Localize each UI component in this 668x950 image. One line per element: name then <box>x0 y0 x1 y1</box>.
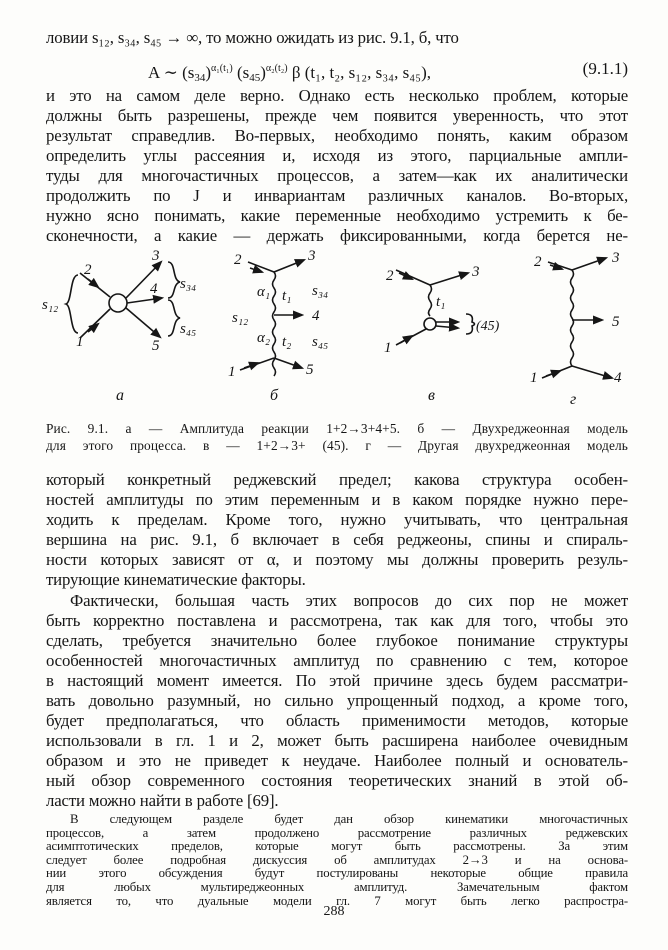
text-line: определить углы рассеяния и, исходя из этого, парциальные ампли- <box>46 146 628 165</box>
text-line: В следующем разделе будет дан обзор кинематики многочастичных <box>70 812 628 826</box>
text-line: является то, что дуальные модели гл. 7 могут быть легко распростра- <box>46 893 628 908</box>
diagram-a-blob <box>109 294 127 312</box>
text-line: использовали в гл. 1 и 2, может быть расширена наиболее очевидным <box>46 731 628 750</box>
diagram-b-label-t2: t₂ <box>282 334 292 350</box>
diagram-c-label-1: 1 <box>384 340 392 356</box>
diagram-d-reggeon-line <box>571 270 574 366</box>
diagram-a-label-4: 4 <box>150 281 158 297</box>
diagram-b-caption-letter: б <box>270 387 279 404</box>
diagram-b-label-s12: s₁₂ <box>232 310 249 326</box>
diagram-b-label-1: 1 <box>228 364 236 380</box>
text-line: особенностей многочастичных амплитуд по сравнению с тем, которое <box>46 651 628 670</box>
diagram-b-label-s45: s₄₅ <box>312 334 329 350</box>
diagram-a-leg-4 <box>127 298 162 303</box>
diagram-b-reggeon-line <box>273 272 276 376</box>
diagram-a-brace-s12 <box>66 275 78 333</box>
text-line: образом и это не приведет к неудаче. Наиболее полный и основатель- <box>46 751 628 770</box>
diagram-b-label-alpha2: α₂ <box>257 330 271 346</box>
text-line: нии этого обсуждения будут постулированы некоторые общие правила <box>46 866 628 881</box>
diagram-b <box>240 260 304 376</box>
eq-rparen-2: ) <box>260 63 266 82</box>
text-line: продолжить по J и инвариантам различных каналов. Во-вторых, <box>46 186 628 205</box>
equation-number: (9.1.1) <box>582 59 628 78</box>
text-line: следует более подробная дискуссия об амплитудах 2→3 и на основа- <box>46 852 628 867</box>
text-line: Фактически, большая часть этих вопросов до сих пор не может <box>70 591 628 610</box>
diagram-a-label-3: 3 <box>152 248 160 264</box>
text-line: в настоящий момент имеется. По этой причине здесь будем рассматри- <box>46 671 628 690</box>
text-line: вать довольно разумный, но сильно упрощенный подход, а кроме того, <box>46 691 628 710</box>
diagram-c-reggeon-line <box>429 285 432 316</box>
diagram-d <box>542 258 612 378</box>
eq-sub-45: 45 <box>249 72 261 84</box>
diagram-a-label-5: 5 <box>152 338 160 354</box>
eq-rest: β (t₁, t₂, s₁₂, s₃₄, s₄₅), <box>287 63 431 82</box>
diagram-d-label-2: 2 <box>534 254 542 270</box>
diagram-b-label-s34: s₃₄ <box>312 283 329 299</box>
diagram-c-brace <box>466 314 475 334</box>
diagram-d-label-1: 1 <box>530 370 538 386</box>
eq-rparen-1: ) <box>205 63 212 82</box>
eq-sub-34: 34 <box>194 72 206 84</box>
diagram-a-label-2: 2 <box>84 262 92 278</box>
diagram-a-label-1: 1 <box>76 334 84 350</box>
diagram-b-label-alpha1: α₁ <box>257 284 271 300</box>
text-line: ласти можно найти в работе [69]. <box>46 791 279 810</box>
text-line: ностей амплитуды по этим переменным и в каком порядке нужно пере- <box>46 490 628 509</box>
diagram-a-label-s34: s₃₄ <box>180 276 197 292</box>
text-line: ходить к пределам. Кроме того, нужно учитывать, что центральная <box>46 510 628 529</box>
figure-9-1 <box>0 240 668 420</box>
text-line: будет предполагаться, что область применимости методов, которые <box>46 711 628 730</box>
eq-mid: (s <box>232 63 250 82</box>
text-line: тирующие кинематические факторы. <box>46 570 306 589</box>
text-line: ный обзор современного состояния теоретических знаний в этой об- <box>46 771 628 790</box>
text-line: асимптотических пределов, которые могут быть рассмотрены. За этим <box>46 839 628 854</box>
diagram-d-label-4: 4 <box>614 370 622 386</box>
diagram-c-label-3: 3 <box>472 264 480 280</box>
diagram-b-label-2: 2 <box>234 252 242 268</box>
diagram-b-label-4: 4 <box>312 308 320 324</box>
text-line: и это на самом деле верно. Однако есть несколько проблем, которые <box>46 86 628 105</box>
page-number: 288 <box>323 904 345 919</box>
text-line: ловии s₁₂, s₃₄, s₄₅ → ∞, то можно ожидать из рис. 9.1, б, что <box>46 28 459 47</box>
diagram-a-brace-s34 <box>168 262 180 298</box>
eq-lhs: A ∼ (s <box>148 63 195 82</box>
diagram-c-label-45: (45) <box>476 319 500 334</box>
text-line: сделать, требуется значительно более глубокое понимание структуры <box>46 631 628 650</box>
equation-9-1-1 <box>148 58 628 89</box>
eq-exp-1: α₁(t₁) <box>211 63 233 74</box>
diagram-c-blob <box>424 318 436 330</box>
text-line: для любых мультиреджеонных амплитуд. Замечательным фактом <box>46 880 628 894</box>
diagram-a-caption-letter: а <box>116 387 124 404</box>
diagram-a-label-s45: s₄₅ <box>180 321 197 337</box>
diagram-a-label-s12: s₁₂ <box>42 297 59 313</box>
diagram-b-label-5: 5 <box>306 362 314 378</box>
diagram-d-label-3: 3 <box>612 250 620 266</box>
diagram-d-caption-letter: г <box>570 391 577 408</box>
text-line: сконечности, а какие — держать фиксированными, когда берется не- <box>46 226 628 245</box>
text-line: быть корректно поставлена и рассмотрена, так как для того, чтобы это <box>46 611 628 630</box>
diagram-b-label-t1: t₁ <box>282 288 292 304</box>
eq-exp-2: α₂(t₂) <box>265 63 288 74</box>
text-line: который конкретный реджевский предел; какова структура особен- <box>46 470 628 489</box>
diagram-a-leg-1 <box>80 309 110 338</box>
diagram-c-caption-letter: в <box>428 387 435 404</box>
text-line: туды для многочастичных процессов, а затем—как их аналитически <box>46 166 628 185</box>
text-line: вершина на рис. 9.1, б включает в себя реджеоны, спины и спираль- <box>46 530 628 549</box>
diagram-c-label-t1: t₁ <box>436 294 446 310</box>
text-line: результат справедлив. Во-первых, необходимо понять, каким образом <box>46 126 628 145</box>
figure-caption-line: Рис. 9.1. а — Амплитуда реакции 1+2→3+4+5. б — Двухреджеонная модель <box>46 421 628 436</box>
diagram-c-label-2: 2 <box>386 268 394 284</box>
figure-caption-line: для этого процесса. в — 1+2→3+ (45). г — Другая двухреджеонная модель <box>46 438 628 453</box>
diagram-a-brace-s45 <box>168 300 180 336</box>
text-line: ности которых зависят от α, и поэтому мы должны проверить резуль- <box>46 550 628 569</box>
text-line: нужно ясно понимать, какие переменные необходимо устремить к бе- <box>46 206 628 225</box>
text-line: должны быть разрешены, прежде чем появится уверенность, что этот <box>46 106 628 125</box>
diagram-d-label-5: 5 <box>612 314 620 330</box>
diagram-a-leg-5 <box>126 308 160 337</box>
text-line: процессов, а затем продолжено рассмотрение различных реджевских <box>46 825 628 840</box>
diagram-b-label-3: 3 <box>308 248 316 264</box>
